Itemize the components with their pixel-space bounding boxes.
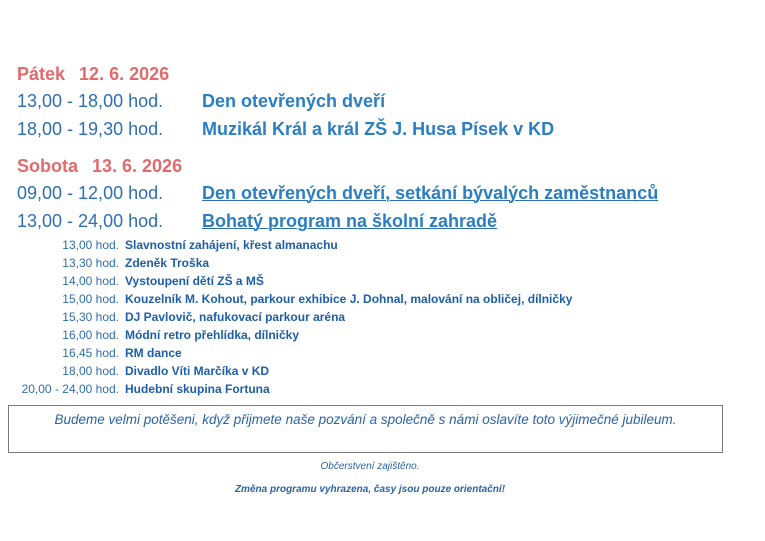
friday-item xyxy=(17,119,554,140)
saturday-item-time: 13,00 - 24,00 hod. xyxy=(17,211,164,231)
program-time: 16,00 hod. xyxy=(62,328,119,342)
program-time: 14,00 hod. xyxy=(62,274,119,288)
friday-date: 12. 6. 2026 xyxy=(79,64,170,84)
program-row xyxy=(0,310,345,324)
invitation-text: Budeme velmi potěšeni, když přijmete naše pozvání a společně s námi oslavíte toto výjimečné jubileum. xyxy=(54,412,677,427)
program-event: Kouzelník M. Kohout, parkour exhibice J. Dohnal, malování na obličej, dílničky xyxy=(125,292,573,306)
program-event: RM dance xyxy=(125,346,182,360)
program-event: Slavnostní zahájení, křest almanachu xyxy=(125,238,338,252)
program-event: DJ Pavlovič, nafukovací parkour aréna xyxy=(125,310,346,324)
program-event: Hudební skupina Fortuna xyxy=(125,382,270,396)
program-event: Divadlo Víti Marčíka v KD xyxy=(125,364,270,378)
friday-item-time: 13,00 - 18,00 hod. xyxy=(17,91,164,111)
friday-item-event: Muzikál Král a král ZŠ J. Husa Písek v KD xyxy=(202,119,555,139)
program-event: Módní retro přehlídka, dílničky xyxy=(125,328,300,342)
program-row xyxy=(0,346,182,360)
program-time: 13,30 hod. xyxy=(62,256,119,270)
friday-item xyxy=(17,91,385,112)
program-time: 15,00 hod. xyxy=(62,292,119,306)
invitation-box xyxy=(8,405,723,453)
friday-item-time: 18,00 - 19,30 hod. xyxy=(17,119,164,139)
program-time: 18,00 hod. xyxy=(62,364,119,378)
program-event: Zdeněk Troška xyxy=(125,256,210,270)
saturday-heading xyxy=(17,156,182,177)
saturday-item-time: 09,00 - 12,00 hod. xyxy=(17,183,164,203)
program-time: 13,00 hod. xyxy=(62,238,119,252)
refreshment-note: Občerstvení zajištěno. xyxy=(320,461,420,472)
saturday-item xyxy=(17,211,497,232)
program-time: 15,30 hod. xyxy=(62,310,119,324)
disclaimer-note: Změna programu vyhrazena, časy jsou pouze orientační! xyxy=(234,484,506,495)
saturday-item xyxy=(17,183,658,204)
friday-heading xyxy=(17,64,169,85)
program-row xyxy=(0,274,264,288)
saturday-item-event: Bohatý program na školní zahradě xyxy=(202,211,498,231)
saturday-item-event: Den otevřených dveří, setkání bývalých zaměstnanců xyxy=(202,183,659,203)
program-row xyxy=(0,364,269,378)
program-row xyxy=(0,328,299,342)
program-time: 20,00 - 24,00 hod. xyxy=(21,382,119,396)
program-row xyxy=(0,238,338,252)
saturday-day: Sobota xyxy=(17,156,78,176)
saturday-date: 13. 6. 2026 xyxy=(92,156,183,176)
program-row xyxy=(0,382,270,396)
friday-day: Pátek xyxy=(17,64,66,84)
program-row xyxy=(0,292,572,306)
friday-item-event: Den otevřených dveří xyxy=(202,91,386,111)
program-row xyxy=(0,256,209,270)
program-time: 16,45 hod. xyxy=(62,346,119,360)
program-event: Vystoupení dětí ZŠ a MŠ xyxy=(125,274,264,288)
